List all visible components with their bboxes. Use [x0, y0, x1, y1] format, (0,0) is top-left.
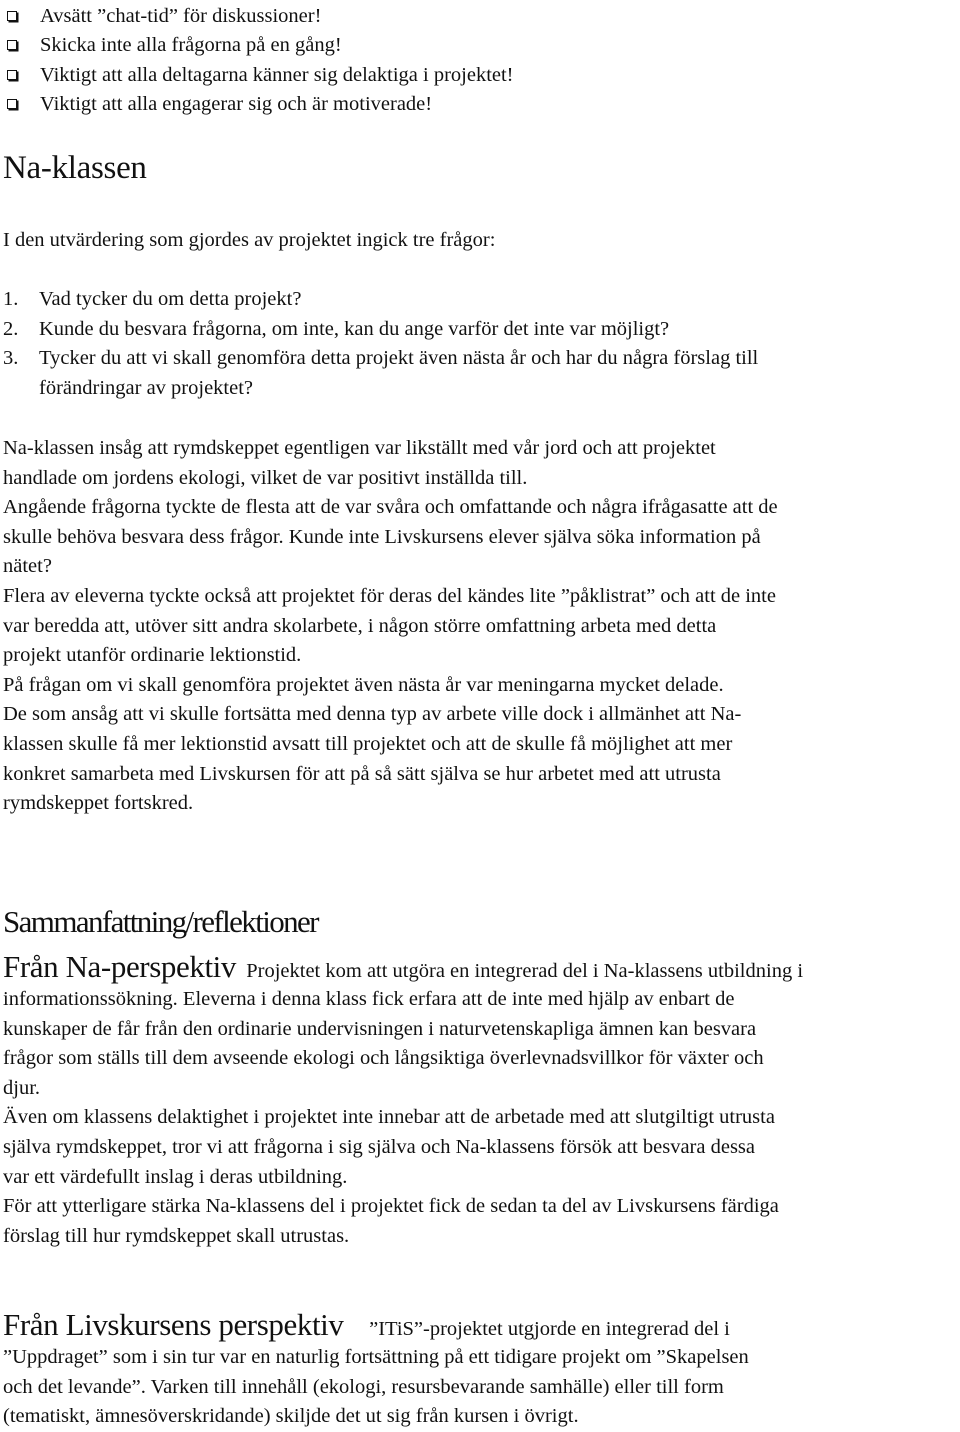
na-perspective-title: Från Na-perspektiv: [3, 949, 236, 984]
evaluation-questions-list: [3, 285, 953, 403]
body-line: själva rymdskeppet, tror vi att frågorna i sig själva och Na-klassens försök att besvara dessa: [3, 1135, 756, 1158]
body-line: förslag till hur rymdskeppet skall utrustas.: [3, 1224, 350, 1247]
body-line: informationssökning. Eleverna i denna klass fick erfara att de inte med hjälp av enbart de: [3, 988, 735, 1010]
summary-heading: Sammanfattning/reflektioner: [3, 904, 318, 939]
question-text: Kunde du besvara frågorna, om inte, kan du ange varför det inte var möjligt?: [39, 317, 670, 340]
bullet-text: Viktigt att alla deltagarna känner sig delaktiga i projektet!: [40, 63, 514, 86]
body-line: nätet?: [3, 555, 52, 578]
bullet-text: Avsätt ”chat-tid” för diskussioner!: [40, 5, 322, 27]
tips-bullet-list: [0, 2, 940, 120]
question-text: Vad tycker du om detta projekt?: [39, 288, 302, 310]
list-number: 2.: [3, 317, 19, 340]
question-text: Tycker du att vi skall genomföra detta projekt även nästa år och har du några förslag till: [39, 347, 759, 370]
body-line: djur.: [3, 1076, 41, 1099]
body-line: Angående frågorna tyckte de flesta att de var svåra och omfattande och några ifrågasatte att de: [3, 496, 778, 519]
checkbox-bullet-icon: [7, 11, 17, 21]
checkbox-bullet-icon: [7, 99, 17, 109]
body-line: För att ytterligare stärka Na-klassens del i projektet fick de sedan ta del av Livskursens färdiga: [3, 1195, 779, 1218]
livskursen-perspective-section: [3, 1307, 958, 1432]
body-line: Flera av eleverna tyckte också att projektet för deras del kändes lite ”påklistrat” och att de inte: [3, 584, 776, 607]
body-line: På frågan om vi skall genomföra projektet även nästa år var meningarna mycket delade.: [3, 673, 724, 696]
body-line: (tematiskt, ämnesöverskridande) skiljde det ut sig från kursen i övrigt.: [3, 1405, 579, 1428]
bullet-text: Skicka inte alla frågorna på en gång!: [40, 34, 342, 57]
list-item: [0, 2, 940, 31]
na-evaluation-body: [3, 434, 953, 819]
body-line: Även om klassens delaktighet i projektet inte innebar att de arbetade med att slutgiltigt utrusta: [3, 1106, 775, 1129]
list-number: 3.: [3, 347, 19, 370]
body-line: rymdskeppet fortskred.: [3, 792, 194, 815]
checkbox-bullet-icon: [7, 70, 17, 80]
na-klassen-heading: Na-klassen: [3, 150, 147, 186]
list-item: [3, 285, 953, 315]
bullet-text: Viktigt att alla engagerar sig och är motiverade!: [40, 93, 433, 116]
body-line: ”ITiS”-projektet utgjorde en integrerad del i: [369, 1318, 730, 1340]
body-line: frågor som ställs till dem avseende ekologi och långsiktiga överlevnadsvillkor för växter och: [3, 1047, 764, 1070]
body-line: var ett värdefullt inslag i deras utbildning.: [3, 1165, 348, 1188]
body-line: Na-klassen insåg att rymdskeppet egentligen var likställt med vår jord och att projektet: [3, 437, 716, 459]
body-line: klassen skulle få mer lektionstid avsatt till projektet och att de skulle få möjlighet att mer: [3, 732, 733, 755]
body-line: De som ansåg att vi skulle fortsätta med denna typ av arbete ville dock i allmänhet att Na-: [3, 703, 742, 726]
na-intro-paragraph: I den utvärdering som gjordes av projektet ingick tre frågor:: [3, 229, 496, 251]
body-line: ”Uppdraget” som i sin tur var en naturlig fortsättning på ett tidigare projekt om ”Skapelsen: [3, 1346, 749, 1368]
list-number: 1.: [3, 288, 19, 310]
livskursen-perspective-title: Från Livskursens perspektiv: [3, 1307, 344, 1342]
list-item: [3, 344, 953, 403]
body-line: skulle behöva besvara dess frågor. Kunde inte Livskursens elever själva söka information på: [3, 525, 761, 548]
body-line: Projektet kom att utgöra en integrerad del i Na-klassens utbildning i: [246, 960, 804, 982]
body-line: var beredda att, utöver sitt andra skolarbete, i någon större omfattning arbeta med detta: [3, 614, 717, 637]
na-perspective-section: [3, 949, 958, 1251]
body-line: konkret samarbeta med Livskursen för att på så sätt själva se hur arbetet med att utrusta: [3, 762, 721, 785]
section-first-line: [3, 1307, 958, 1343]
checkbox-bullet-icon: [7, 40, 17, 50]
list-item: [0, 31, 940, 60]
body-line: projekt utanför ordinarie lektionstid.: [3, 644, 302, 667]
question-text: förändringar av projektet?: [39, 376, 254, 399]
body-line: handlade om jordens ekologi, vilket de var positivt inställda till.: [3, 466, 528, 489]
list-item: [3, 315, 953, 345]
section-first-line: [3, 949, 958, 985]
body-line: kunskaper de får från den ordinarie undervisningen i naturvetenskapliga ämnen kan besvara: [3, 1017, 757, 1040]
list-item: [0, 61, 940, 90]
list-item: [0, 90, 940, 119]
body-line: och det levande”. Varken till innehåll (ekologi, resursbevarande samhälle) eller till form: [3, 1375, 724, 1398]
